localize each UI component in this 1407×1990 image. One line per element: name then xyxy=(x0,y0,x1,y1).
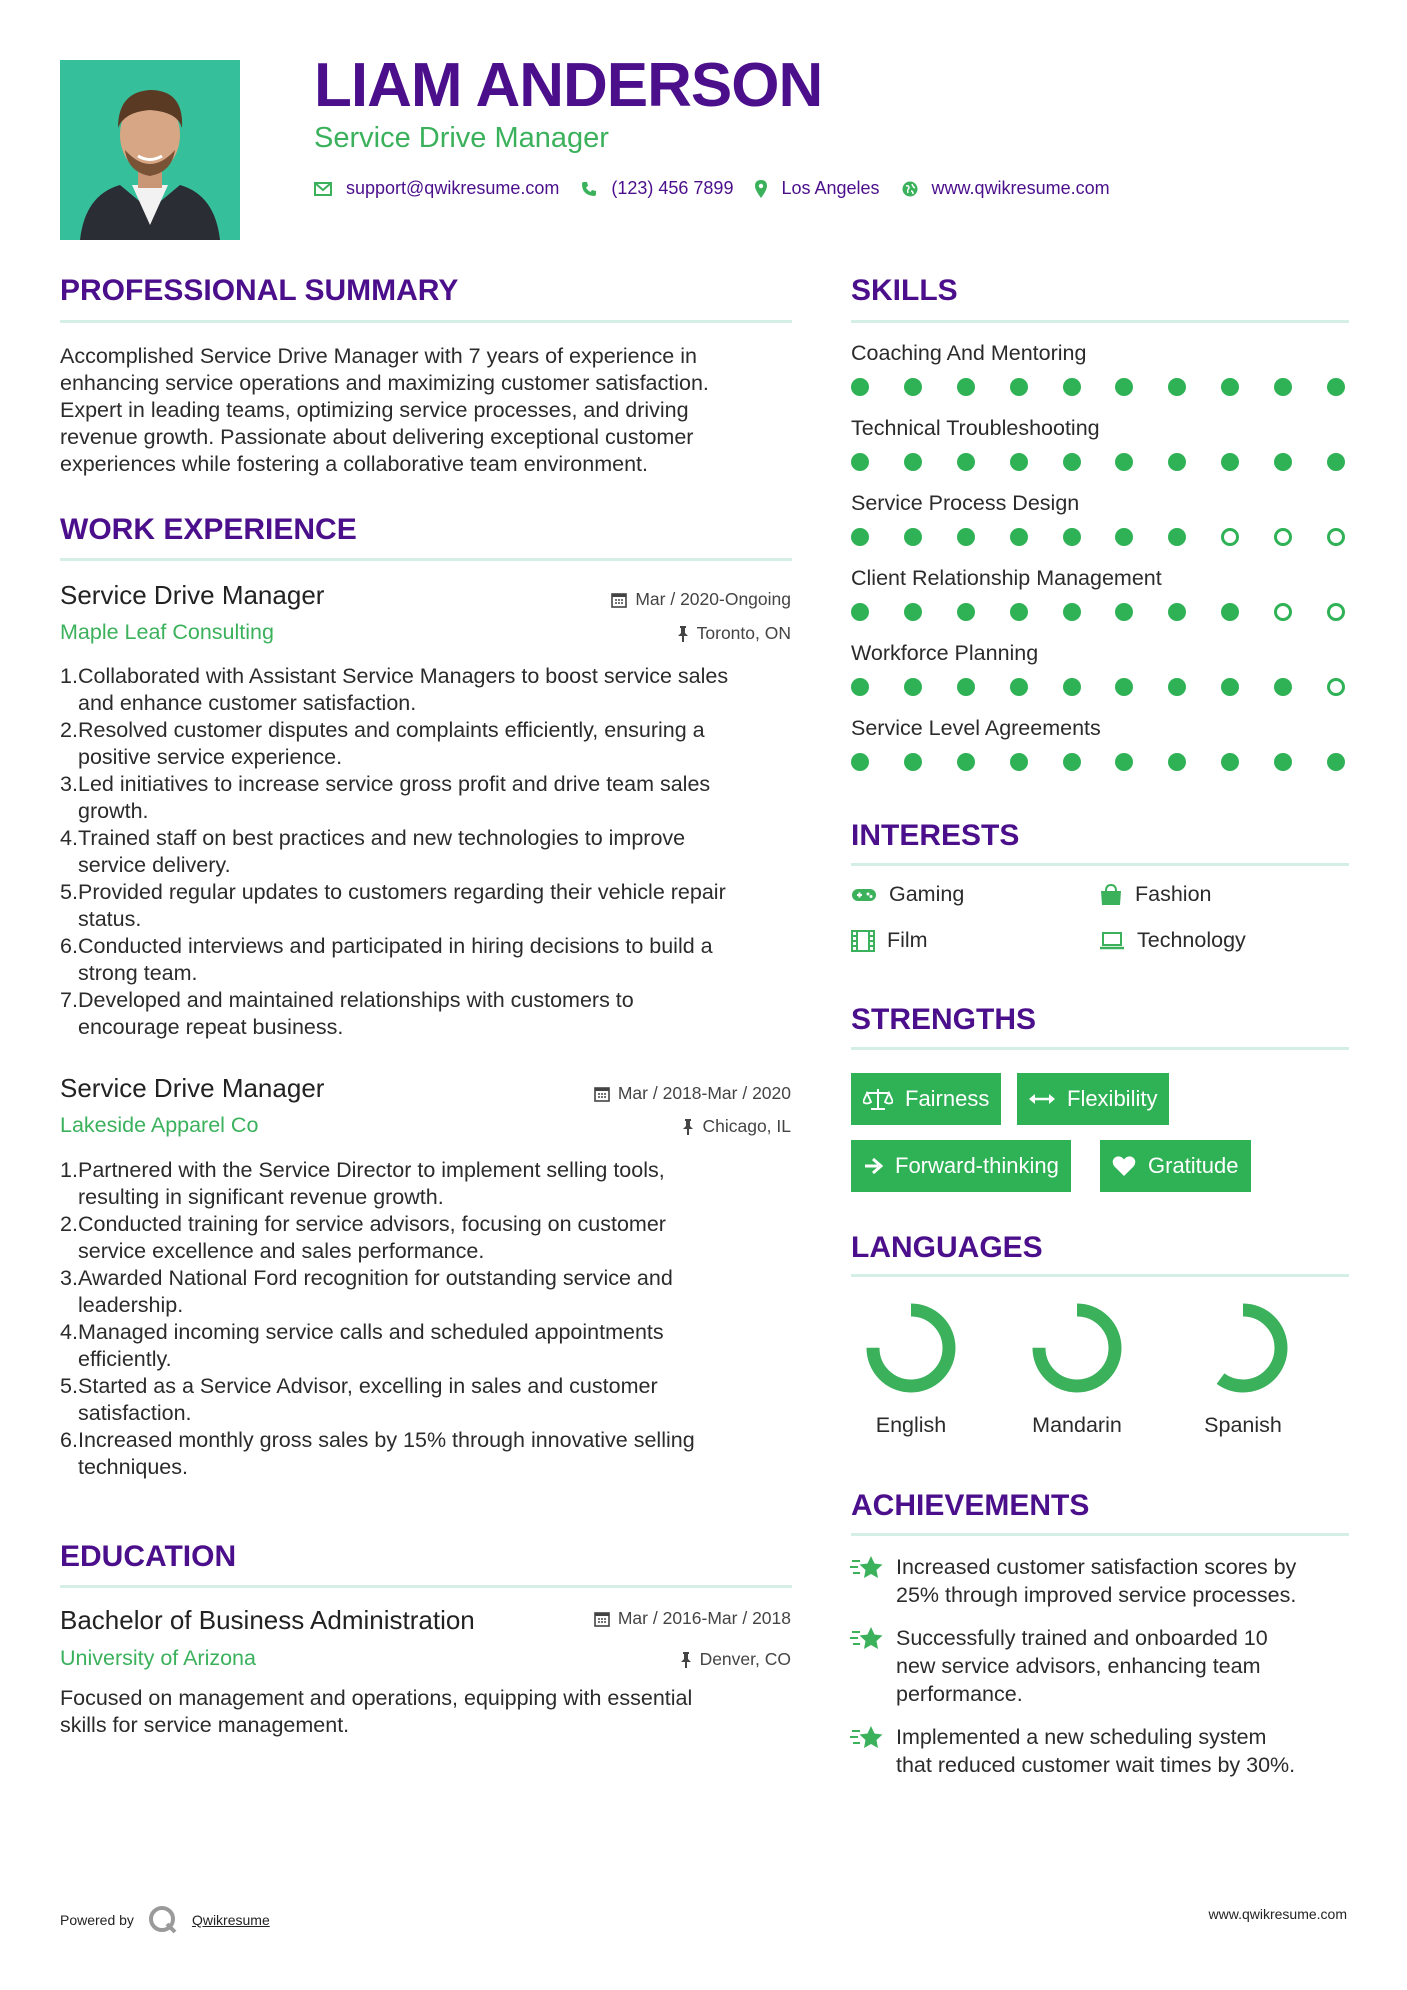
language-item xyxy=(1007,1298,1147,1438)
interest-film xyxy=(851,928,928,953)
list-item: 1. Collaborated with Assistant Service Managers to boost service sales and enhance customer satisfaction. xyxy=(78,663,810,717)
rating-dot-filled xyxy=(904,678,922,696)
shopping-bag-icon xyxy=(1099,884,1123,906)
rating-dot-filled xyxy=(1063,603,1081,621)
achievements-divider xyxy=(851,1533,1349,1536)
list-item: 3. Awarded National Ford recognition for outstanding service and leadership. xyxy=(78,1265,810,1319)
achievements-heading: ACHIEVEMENTS xyxy=(851,1489,1090,1522)
email-text: support@qwikresume.com xyxy=(346,178,560,198)
skill-name: Technical Troubleshooting xyxy=(851,416,1100,440)
rating-dot-filled xyxy=(1168,378,1186,396)
summary-divider xyxy=(60,320,792,323)
rating-dot-filled xyxy=(851,453,869,471)
job-title: Service Drive Manager xyxy=(60,1073,325,1103)
powered-by-text: Powered by xyxy=(60,1912,134,1928)
bullet-line: status. xyxy=(78,907,142,931)
skills-heading: SKILLS xyxy=(851,274,958,307)
skill-row xyxy=(851,491,1349,566)
list-item: 2. Resolved customer disputes and complaints efficiently, ensuring a positive service experience. xyxy=(78,717,810,771)
experience-divider xyxy=(60,558,792,561)
achievement-line: Increased customer satisfaction scores by xyxy=(896,1555,1297,1579)
rating-dot-filled xyxy=(1063,753,1081,771)
rating-dot-empty xyxy=(1327,528,1345,546)
rating-dot-filled xyxy=(851,603,869,621)
rating-dot-filled xyxy=(904,453,922,471)
job-company: Maple Leaf Consulting xyxy=(60,620,274,644)
contact-email[interactable] xyxy=(314,178,559,199)
education-location-text: Denver, CO xyxy=(699,1649,791,1669)
strength-tag xyxy=(851,1073,1001,1125)
list-item: 4. Managed incoming service calls and scheduled appointments efficiently. xyxy=(78,1319,810,1373)
arrow-right-icon xyxy=(863,1156,883,1176)
rating-dot-filled xyxy=(1010,678,1028,696)
pushpin-icon xyxy=(680,1652,692,1668)
rating-dot-filled xyxy=(851,378,869,396)
contact-location xyxy=(755,178,879,199)
education-line: Focused on management and operations, equipping with essential xyxy=(60,1686,693,1710)
rating-dot-filled xyxy=(1168,528,1186,546)
skill-rating xyxy=(851,378,1345,396)
achievement-item xyxy=(850,1723,1330,1779)
bullet-line: strong team. xyxy=(78,961,198,985)
achievement-line: performance. xyxy=(896,1682,1023,1706)
skill-row xyxy=(851,341,1349,416)
rating-dot-empty xyxy=(1274,528,1292,546)
globe-icon xyxy=(902,181,918,197)
skill-row xyxy=(851,566,1349,641)
bullet-line: growth. xyxy=(78,799,149,823)
strength-label: Forward-thinking xyxy=(895,1153,1059,1178)
footer-powered-by xyxy=(60,1905,270,1935)
education-date-text: Mar / 2016-Mar / 2018 xyxy=(617,1608,791,1628)
bullet-line: and enhance customer satisfaction. xyxy=(78,691,417,715)
gamepad-icon xyxy=(851,887,877,903)
rating-dot-filled xyxy=(904,528,922,546)
rating-dot-filled xyxy=(904,603,922,621)
bullet-line: Started as a Service Advisor, excelling in sales and customer xyxy=(78,1374,658,1398)
skill-row xyxy=(851,716,1349,791)
heart-icon xyxy=(1112,1155,1136,1177)
interest-gaming xyxy=(851,882,964,907)
job-date-text: Mar / 2020-Ongoing xyxy=(635,589,791,609)
language-gauge xyxy=(1173,1298,1313,1400)
rating-dot-filled xyxy=(957,603,975,621)
rating-dot-filled xyxy=(1115,603,1133,621)
summary-line: revenue growth. Passionate about delivering exceptional customer xyxy=(60,425,694,449)
education-date xyxy=(594,1608,791,1629)
language-name: Mandarin xyxy=(1032,1413,1122,1437)
interest-label: Fashion xyxy=(1135,882,1212,906)
rating-dot-filled xyxy=(957,678,975,696)
list-item: 7. Developed and maintained relationships with customers to encourage repeat business. xyxy=(78,987,810,1041)
achievement-line: that reduced customer wait times by 30%. xyxy=(896,1753,1296,1777)
achievement-text xyxy=(896,1723,1295,1779)
interest-label: Gaming xyxy=(889,882,965,906)
calendar-icon xyxy=(611,592,627,608)
language-name: English xyxy=(875,1413,947,1437)
bullet-line: Increased monthly gross sales by 15% through innovative selling xyxy=(78,1428,695,1452)
bullet-line: service delivery. xyxy=(78,853,231,877)
interest-label: Technology xyxy=(1137,928,1246,952)
star-icon xyxy=(850,1555,884,1581)
interests-divider xyxy=(851,863,1349,866)
skill-rating xyxy=(851,753,1345,771)
skill-rating xyxy=(851,453,1345,471)
education-divider xyxy=(60,1585,792,1588)
job-location xyxy=(677,623,791,644)
list-item: 4. Trained staff on best practices and new technologies to improve service delivery. xyxy=(78,825,810,879)
summary-line: experiences while fostering a collaborative team environment. xyxy=(60,452,648,476)
rating-dot-filled xyxy=(904,753,922,771)
strength-tag xyxy=(851,1140,1071,1192)
strengths-divider xyxy=(851,1047,1349,1050)
rating-dot-filled xyxy=(1115,378,1133,396)
map-pin-icon xyxy=(755,180,767,198)
list-item: 5. Provided regular updates to customers regarding their vehicle repair status. xyxy=(78,879,810,933)
rating-dot-filled xyxy=(1010,378,1028,396)
calendar-icon xyxy=(594,1611,610,1627)
profile-photo xyxy=(60,60,240,240)
rating-dot-filled xyxy=(1274,453,1292,471)
list-item: 6. Conducted interviews and participated in hiring decisions to build a strong team. xyxy=(78,933,810,987)
bullet-line: positive service experience. xyxy=(78,745,343,769)
rating-dot-filled xyxy=(1115,453,1133,471)
job-location xyxy=(682,1116,791,1137)
strength-label: Flexibility xyxy=(1067,1086,1158,1111)
degree-title: Bachelor of Business Administration xyxy=(60,1605,475,1635)
achievement-line: new service advisors, enhancing team xyxy=(896,1654,1261,1678)
interest-technology xyxy=(1099,928,1246,953)
candidate-name: LIAM ANDERSON xyxy=(314,51,823,120)
bullet-line: Conducted training for service advisors, focusing on customer xyxy=(78,1212,666,1236)
rating-dot-filled xyxy=(957,753,975,771)
languages-divider xyxy=(851,1274,1349,1277)
skill-name: Workforce Planning xyxy=(851,641,1039,665)
arrows-horizontal-icon xyxy=(1029,1092,1055,1106)
language-item xyxy=(841,1298,981,1438)
summary-line: Accomplished Service Drive Manager with 7 years of experience in xyxy=(60,344,697,368)
rating-dot-filled xyxy=(1063,378,1081,396)
star-icon xyxy=(850,1725,884,1751)
skills-list xyxy=(851,341,1349,791)
qwikresume-link[interactable]: Qwikresume xyxy=(191,1912,270,1928)
job-title: Service Drive Manager xyxy=(60,580,325,610)
bullet-line: Resolved customer disputes and complaints efficiently, ensuring a xyxy=(78,718,705,742)
list-item: 6. Increased monthly gross sales by 15% through innovative selling techniques. xyxy=(78,1427,810,1481)
footer-url[interactable]: www.qwikresume.com xyxy=(1208,1906,1347,1922)
bullet-line: Awarded National Ford recognition for outstanding service and xyxy=(78,1266,673,1290)
strength-tag xyxy=(1017,1073,1169,1125)
education-location xyxy=(680,1649,791,1670)
rating-dot-filled xyxy=(1168,678,1186,696)
calendar-icon xyxy=(594,1086,610,1102)
education-line: skills for service management. xyxy=(60,1713,350,1737)
achievement-text xyxy=(896,1624,1268,1708)
rating-dot-filled xyxy=(1327,753,1345,771)
skill-name: Service Process Design xyxy=(851,491,1080,515)
rating-dot-filled xyxy=(957,378,975,396)
interest-label: Film xyxy=(887,928,928,952)
job-bullets xyxy=(60,1157,810,1481)
rating-dot-filled xyxy=(957,528,975,546)
school-name: University of Arizona xyxy=(60,1646,256,1670)
strengths-heading: STRENGTHS xyxy=(851,1003,1037,1036)
rating-dot-filled xyxy=(1063,678,1081,696)
education-description xyxy=(60,1685,792,1739)
bullet-line: Partnered with the Service Director to implement selling tools, xyxy=(78,1158,665,1182)
rating-dot-filled xyxy=(1168,603,1186,621)
rating-dot-filled xyxy=(1221,453,1239,471)
interest-fashion xyxy=(1099,882,1212,907)
rating-dot-filled xyxy=(1010,603,1028,621)
skill-name: Service Level Agreements xyxy=(851,716,1101,740)
strength-label: Fairness xyxy=(905,1086,990,1111)
bullet-line: encourage repeat business. xyxy=(78,1015,344,1039)
contact-phone[interactable] xyxy=(581,178,733,199)
rating-dot-filled xyxy=(1221,603,1239,621)
language-name: Spanish xyxy=(1204,1413,1282,1437)
contact-website[interactable] xyxy=(902,178,1110,199)
pushpin-icon xyxy=(682,1119,694,1135)
candidate-title: Service Drive Manager xyxy=(314,122,609,154)
rating-dot-filled xyxy=(904,378,922,396)
language-gauge-arc xyxy=(873,1310,949,1386)
strength-tag xyxy=(1100,1140,1251,1192)
rating-dot-filled xyxy=(1327,453,1345,471)
skill-rating xyxy=(851,528,1345,546)
experience-heading: WORK EXPERIENCE xyxy=(60,513,357,546)
skill-rating xyxy=(851,603,1345,621)
languages-heading: LANGUAGES xyxy=(851,1231,1043,1264)
rating-dot-filled xyxy=(1010,753,1028,771)
skill-name: Coaching And Mentoring xyxy=(851,341,1087,365)
rating-dot-filled xyxy=(1115,753,1133,771)
education-heading: EDUCATION xyxy=(60,1540,237,1573)
rating-dot-empty xyxy=(1327,603,1345,621)
job-date xyxy=(594,1083,791,1104)
interests-heading: INTERESTS xyxy=(851,819,1020,852)
bullet-line: satisfaction. xyxy=(78,1401,192,1425)
rating-dot-filled xyxy=(1010,528,1028,546)
list-item: 2. Conducted training for service advisors, focusing on customer service excellence and sales performance. xyxy=(78,1211,810,1265)
job-bullets xyxy=(60,663,810,1041)
summary-line: enhancing service operations and maximizing customer satisfaction. xyxy=(60,371,709,395)
strength-label: Gratitude xyxy=(1148,1153,1239,1178)
phone-icon xyxy=(581,181,597,197)
summary-text xyxy=(60,343,792,478)
contact-bar xyxy=(314,178,1132,199)
rating-dot-filled xyxy=(1115,528,1133,546)
bullet-line: Trained staff on best practices and new technologies to improve xyxy=(78,826,686,850)
bullet-line: service excellence and sales performance. xyxy=(78,1239,485,1263)
rating-dot-filled xyxy=(1274,378,1292,396)
list-item: 5. Started as a Service Advisor, excelling in sales and customer satisfaction. xyxy=(78,1373,810,1427)
envelope-icon xyxy=(314,182,332,196)
rating-dot-filled xyxy=(1063,528,1081,546)
language-gauge xyxy=(1007,1298,1147,1400)
star-icon xyxy=(850,1626,884,1652)
bullet-line: resulting in significant revenue growth. xyxy=(78,1185,444,1209)
job-date-text: Mar / 2018-Mar / 2020 xyxy=(617,1083,791,1103)
language-gauge-arc xyxy=(1039,1310,1115,1386)
achievement-line: Implemented a new scheduling system xyxy=(896,1725,1267,1749)
job-location-text: Toronto, ON xyxy=(696,623,791,643)
website-text: www.qwikresume.com xyxy=(931,178,1110,198)
rating-dot-filled xyxy=(1168,753,1186,771)
qwikresume-logo-icon xyxy=(148,1905,178,1935)
job-company: Lakeside Apparel Co xyxy=(60,1113,259,1137)
rating-dot-filled xyxy=(1274,678,1292,696)
skill-row xyxy=(851,641,1349,716)
bullet-line: Conducted interviews and participated in hiring decisions to build a xyxy=(78,934,713,958)
rating-dot-empty xyxy=(1327,678,1345,696)
phone-text: (123) 456 7899 xyxy=(611,178,734,198)
job-location-text: Chicago, IL xyxy=(702,1116,791,1136)
list-item: 3. Led initiatives to increase service gross profit and drive team sales growth. xyxy=(78,771,810,825)
list-item: 1. Partnered with the Service Director to implement selling tools, resulting in significant revenue growth. xyxy=(78,1157,810,1211)
achievement-line: Successfully trained and onboarded 10 xyxy=(896,1626,1268,1650)
summary-line: Expert in leading teams, optimizing service processes, and driving xyxy=(60,398,689,422)
skills-divider xyxy=(851,320,1349,323)
skill-name: Client Relationship Management xyxy=(851,566,1162,590)
profile-photo-image xyxy=(60,60,240,240)
bullet-line: efficiently. xyxy=(78,1347,172,1371)
rating-dot-filled xyxy=(1115,678,1133,696)
achievement-item xyxy=(850,1624,1330,1708)
location-text: Los Angeles xyxy=(781,178,880,198)
rating-dot-filled xyxy=(1274,753,1292,771)
rating-dot-filled xyxy=(1327,378,1345,396)
achievement-item xyxy=(850,1553,1330,1609)
rating-dot-empty xyxy=(1221,528,1239,546)
pushpin-icon xyxy=(677,626,689,642)
summary-heading: PROFESSIONAL SUMMARY xyxy=(60,274,459,307)
rating-dot-filled xyxy=(1221,678,1239,696)
rating-dot-filled xyxy=(1221,753,1239,771)
skill-row xyxy=(851,416,1349,491)
bullet-line: leadership. xyxy=(78,1293,184,1317)
bullet-line: techniques. xyxy=(78,1455,188,1479)
job-date xyxy=(611,589,791,610)
rating-dot-filled xyxy=(851,528,869,546)
rating-dot-filled xyxy=(957,453,975,471)
achievement-text xyxy=(896,1553,1296,1609)
bullet-line: Provided regular updates to customers regarding their vehicle repair xyxy=(78,880,726,904)
skill-rating xyxy=(851,678,1345,696)
language-item xyxy=(1173,1298,1313,1438)
rating-dot-filled xyxy=(1063,453,1081,471)
rating-dot-filled xyxy=(851,678,869,696)
bullet-line: Collaborated with Assistant Service Managers to boost service sales xyxy=(78,664,729,688)
bullet-line: Managed incoming service calls and scheduled appointments xyxy=(78,1320,664,1344)
balance-scale-icon xyxy=(863,1087,893,1111)
language-gauge-arc xyxy=(1205,1310,1281,1386)
bullet-line: Led initiatives to increase service gross profit and drive team sales xyxy=(78,772,711,796)
achievement-line: 25% through improved service processes. xyxy=(896,1583,1297,1607)
laptop-icon xyxy=(1099,932,1125,950)
rating-dot-filled xyxy=(1010,453,1028,471)
rating-dot-filled xyxy=(1221,378,1239,396)
rating-dot-filled xyxy=(851,753,869,771)
language-gauge xyxy=(841,1298,981,1400)
rating-dot-filled xyxy=(1168,453,1186,471)
bullet-line: Developed and maintained relationships with customers to xyxy=(78,988,634,1012)
rating-dot-empty xyxy=(1274,603,1292,621)
film-icon xyxy=(851,930,875,952)
